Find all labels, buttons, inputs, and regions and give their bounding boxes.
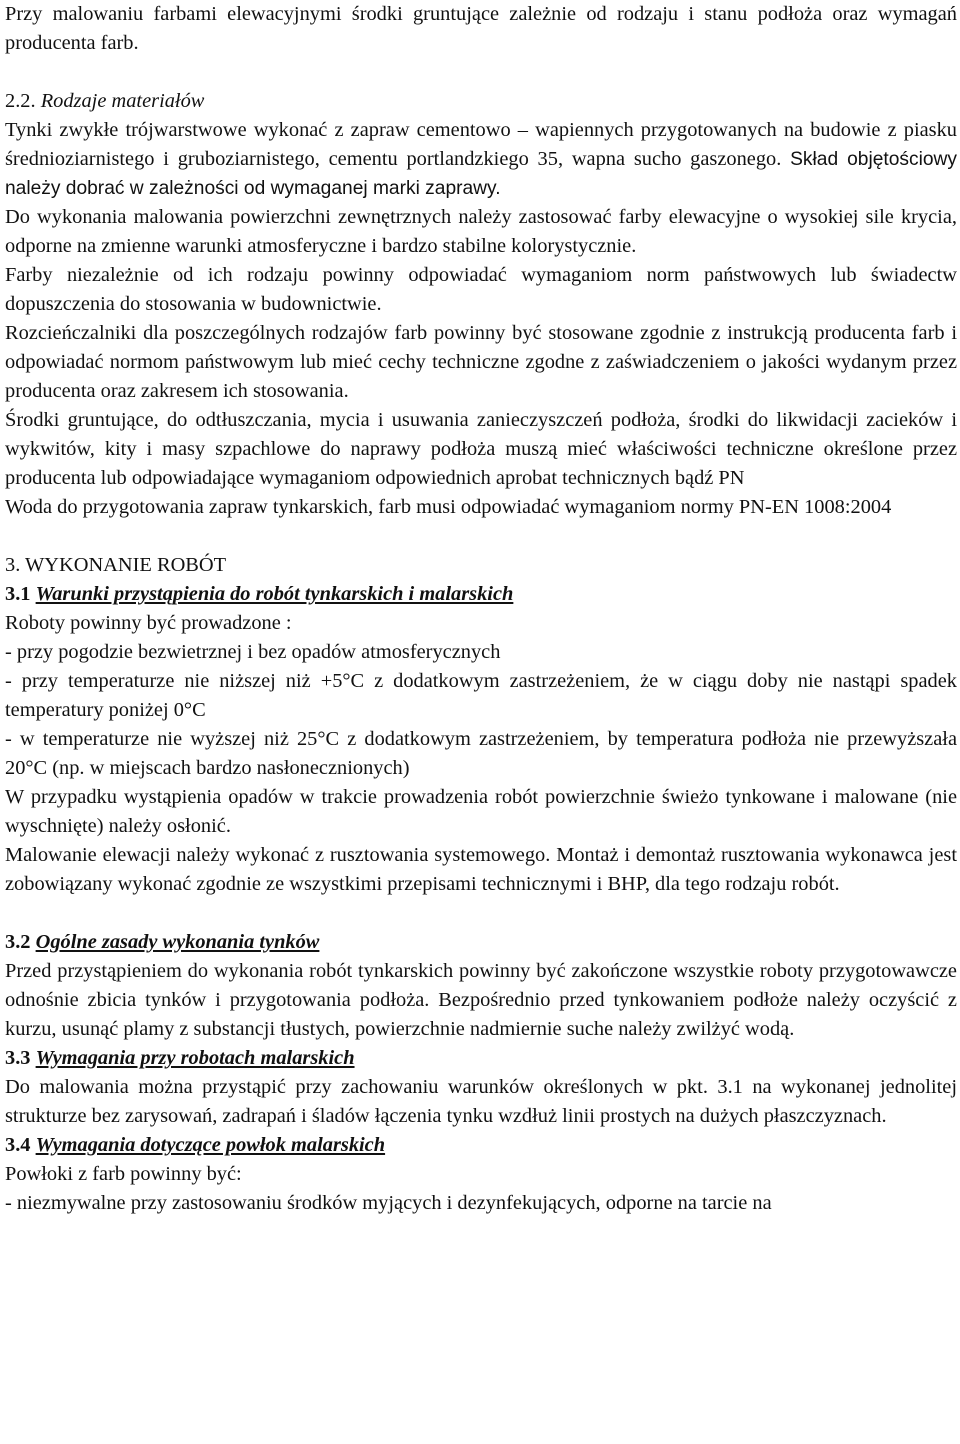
section-3-1-paragraph-3: W przypadku wystąpienia opadów w trakcie prowadzenia robót powierzchnie świeżo tynkowane i malowane (nie wyschnięte) należy osłonić. — [5, 786, 957, 837]
section-3-2-heading — [5, 928, 957, 957]
section-3-1-paragraph-2: - w temperaturze nie wyższej niż 25°C z dodatkowym zastrzeżeniem, by temperatura podłoża nie przewyższała 20°C (np. w miejscach bardzo nasłonecznionych) — [5, 728, 957, 779]
spacer — [5, 522, 957, 551]
intro-paragraph: Przy malowaniu farbami elewacyjnymi środki gruntujące zależnie od rodzaju i stanu podłoża oraz wymagań producenta farb. — [5, 3, 957, 54]
section-3-1-heading — [5, 580, 957, 609]
section-3-4-title: Wymagania dotyczące powłok malarskich — [35, 1134, 386, 1156]
section-2-2-paragraph-5: Środki gruntujące, do odtłuszczania, mycia i usuwania zanieczyszczeń podłoża, środki do likwidacji zacieków i wykwitów, kity i masy szpachlowe do naprawy podłoża muszą mieć właściwości techniczne określone przez producenta lub odpowiadające wymaganiom odpowiednich aprobat technicznych bądź PN — [5, 409, 957, 489]
section-3-1-paragraph-4: Malowanie elewacji należy wykonać z rusztowania systemowego. Montaż i demontaż rusztowania wykonawca jest zobowiązany wykonać zgodnie ze wszystkimi przepisami technicznymi i BHP, dla tego rodzaju robót. — [5, 844, 957, 895]
section-2-2-paragraph-6: Woda do przygotowania zapraw tynkarskich, farb musi odpowiadać wymaganiom normy PN-EN 1008:2004 — [5, 496, 892, 518]
section-3-1-title: Warunki przystąpienia do robót tynkarskich i malarskich — [35, 583, 514, 605]
section-3-4-number: 3.4 — [5, 1134, 31, 1156]
section-3-3-paragraph-1: Do malowania można przystąpić przy zachowaniu warunków określonych w pkt. 3.1 na wykonanej jednolitej strukturze bez zarysowań, zadrapań i śladów łączenia tynku wzdłuż linii prostych na dużych płaszczyznach. — [5, 1076, 957, 1127]
spacer — [5, 58, 957, 87]
section-2-2-heading — [5, 87, 957, 116]
section-3-1-line-1: Roboty powinny być prowadzone : — [5, 612, 292, 634]
section-3-2-title: Ogólne zasady wykonania tynków — [35, 931, 320, 953]
section-2-2-paragraph-4: Rozcieńczalniki dla poszczególnych rodzajów farb powinny być stosowane zgodnie z instrukcją producenta farb i odpowiadać normom państwowym lub mieć cechy techniczne zgodne z zaświadczeniem o jakości wydanym przez producenta oraz zakresem ich stosowania. — [5, 322, 957, 402]
paragraph-1-serif-text: Tynki zwykłe trójwarstwowe wykonać z zapraw cementowo – wapiennych przygotowanych na budowie z piasku średnioziarnistego i gruboziarnistego, cementu portlandzkiego 35, wapna sucho gaszonego. — [5, 119, 957, 170]
section-3-4-heading — [5, 1131, 957, 1160]
section-3-4-line-1: Powłoki z farb powinny być: — [5, 1163, 242, 1185]
section-2-2-number: 2.2. — [5, 90, 36, 112]
section-3-2-number: 3.2 — [5, 931, 31, 953]
section-3-4-line-2: - niezmywalne przy zastosowaniu środków myjących i dezynfekujących, odporne na tarcie na — [5, 1192, 772, 1214]
document-page — [5, 0, 957, 1218]
section-3-3-heading — [5, 1044, 957, 1073]
section-2-2-paragraph-2: Do wykonania malowania powierzchni zewnętrznych należy zastosować farby elewacyjne o wysokiej sile krycia, odporne na zmienne warunki atmosferyczne i bardzo stabilne kolorystycznie. — [5, 206, 957, 257]
section-3-1-paragraph-1: - przy temperaturze nie niższej niż +5°C z dodatkowym zastrzeżeniem, że w ciągu doby nie nastąpi spadek temperatury poniżej 0°C — [5, 670, 957, 721]
section-3-2-paragraph-1: Przed przystąpieniem do wykonania robót tynkarskich powinny być zakończone wszystkie roboty przygotowawcze odnośnie zbicia tynków i przygotowania podłoża. Bezpośrednio przed tynkowaniem podłoże należy oczyścić z kurzu, usunąć plamy z substancji tłustych, powierzchnie nadmiernie suche należy zwilżyć wodą. — [5, 960, 957, 1040]
section-3-3-number: 3.3 — [5, 1047, 31, 1069]
section-3-1-number: 3.1 — [5, 583, 31, 605]
section-2-2-paragraph-3: Farby niezależnie od ich rodzaju powinny odpowiadać wymaganiom norm państwowych lub świadectw dopuszczenia do stosowania w budownictwie. — [5, 264, 957, 315]
section-3-1-line-2: - przy pogodzie bezwietrznej i bez opadów atmosferycznych — [5, 641, 501, 663]
section-2-2-paragraph-1 — [5, 116, 957, 203]
section-3-3-title: Wymagania przy robotach malarskich — [35, 1047, 355, 1069]
section-3-heading: 3. WYKONANIE ROBÓT — [5, 554, 227, 576]
paragraph-1-sans-text: Skład objętościowy należy dobrać w zależności od wymaganej marki zaprawy. — [5, 149, 957, 199]
spacer — [5, 899, 957, 928]
section-2-2-title: Rodzaje materiałów — [40, 90, 205, 112]
